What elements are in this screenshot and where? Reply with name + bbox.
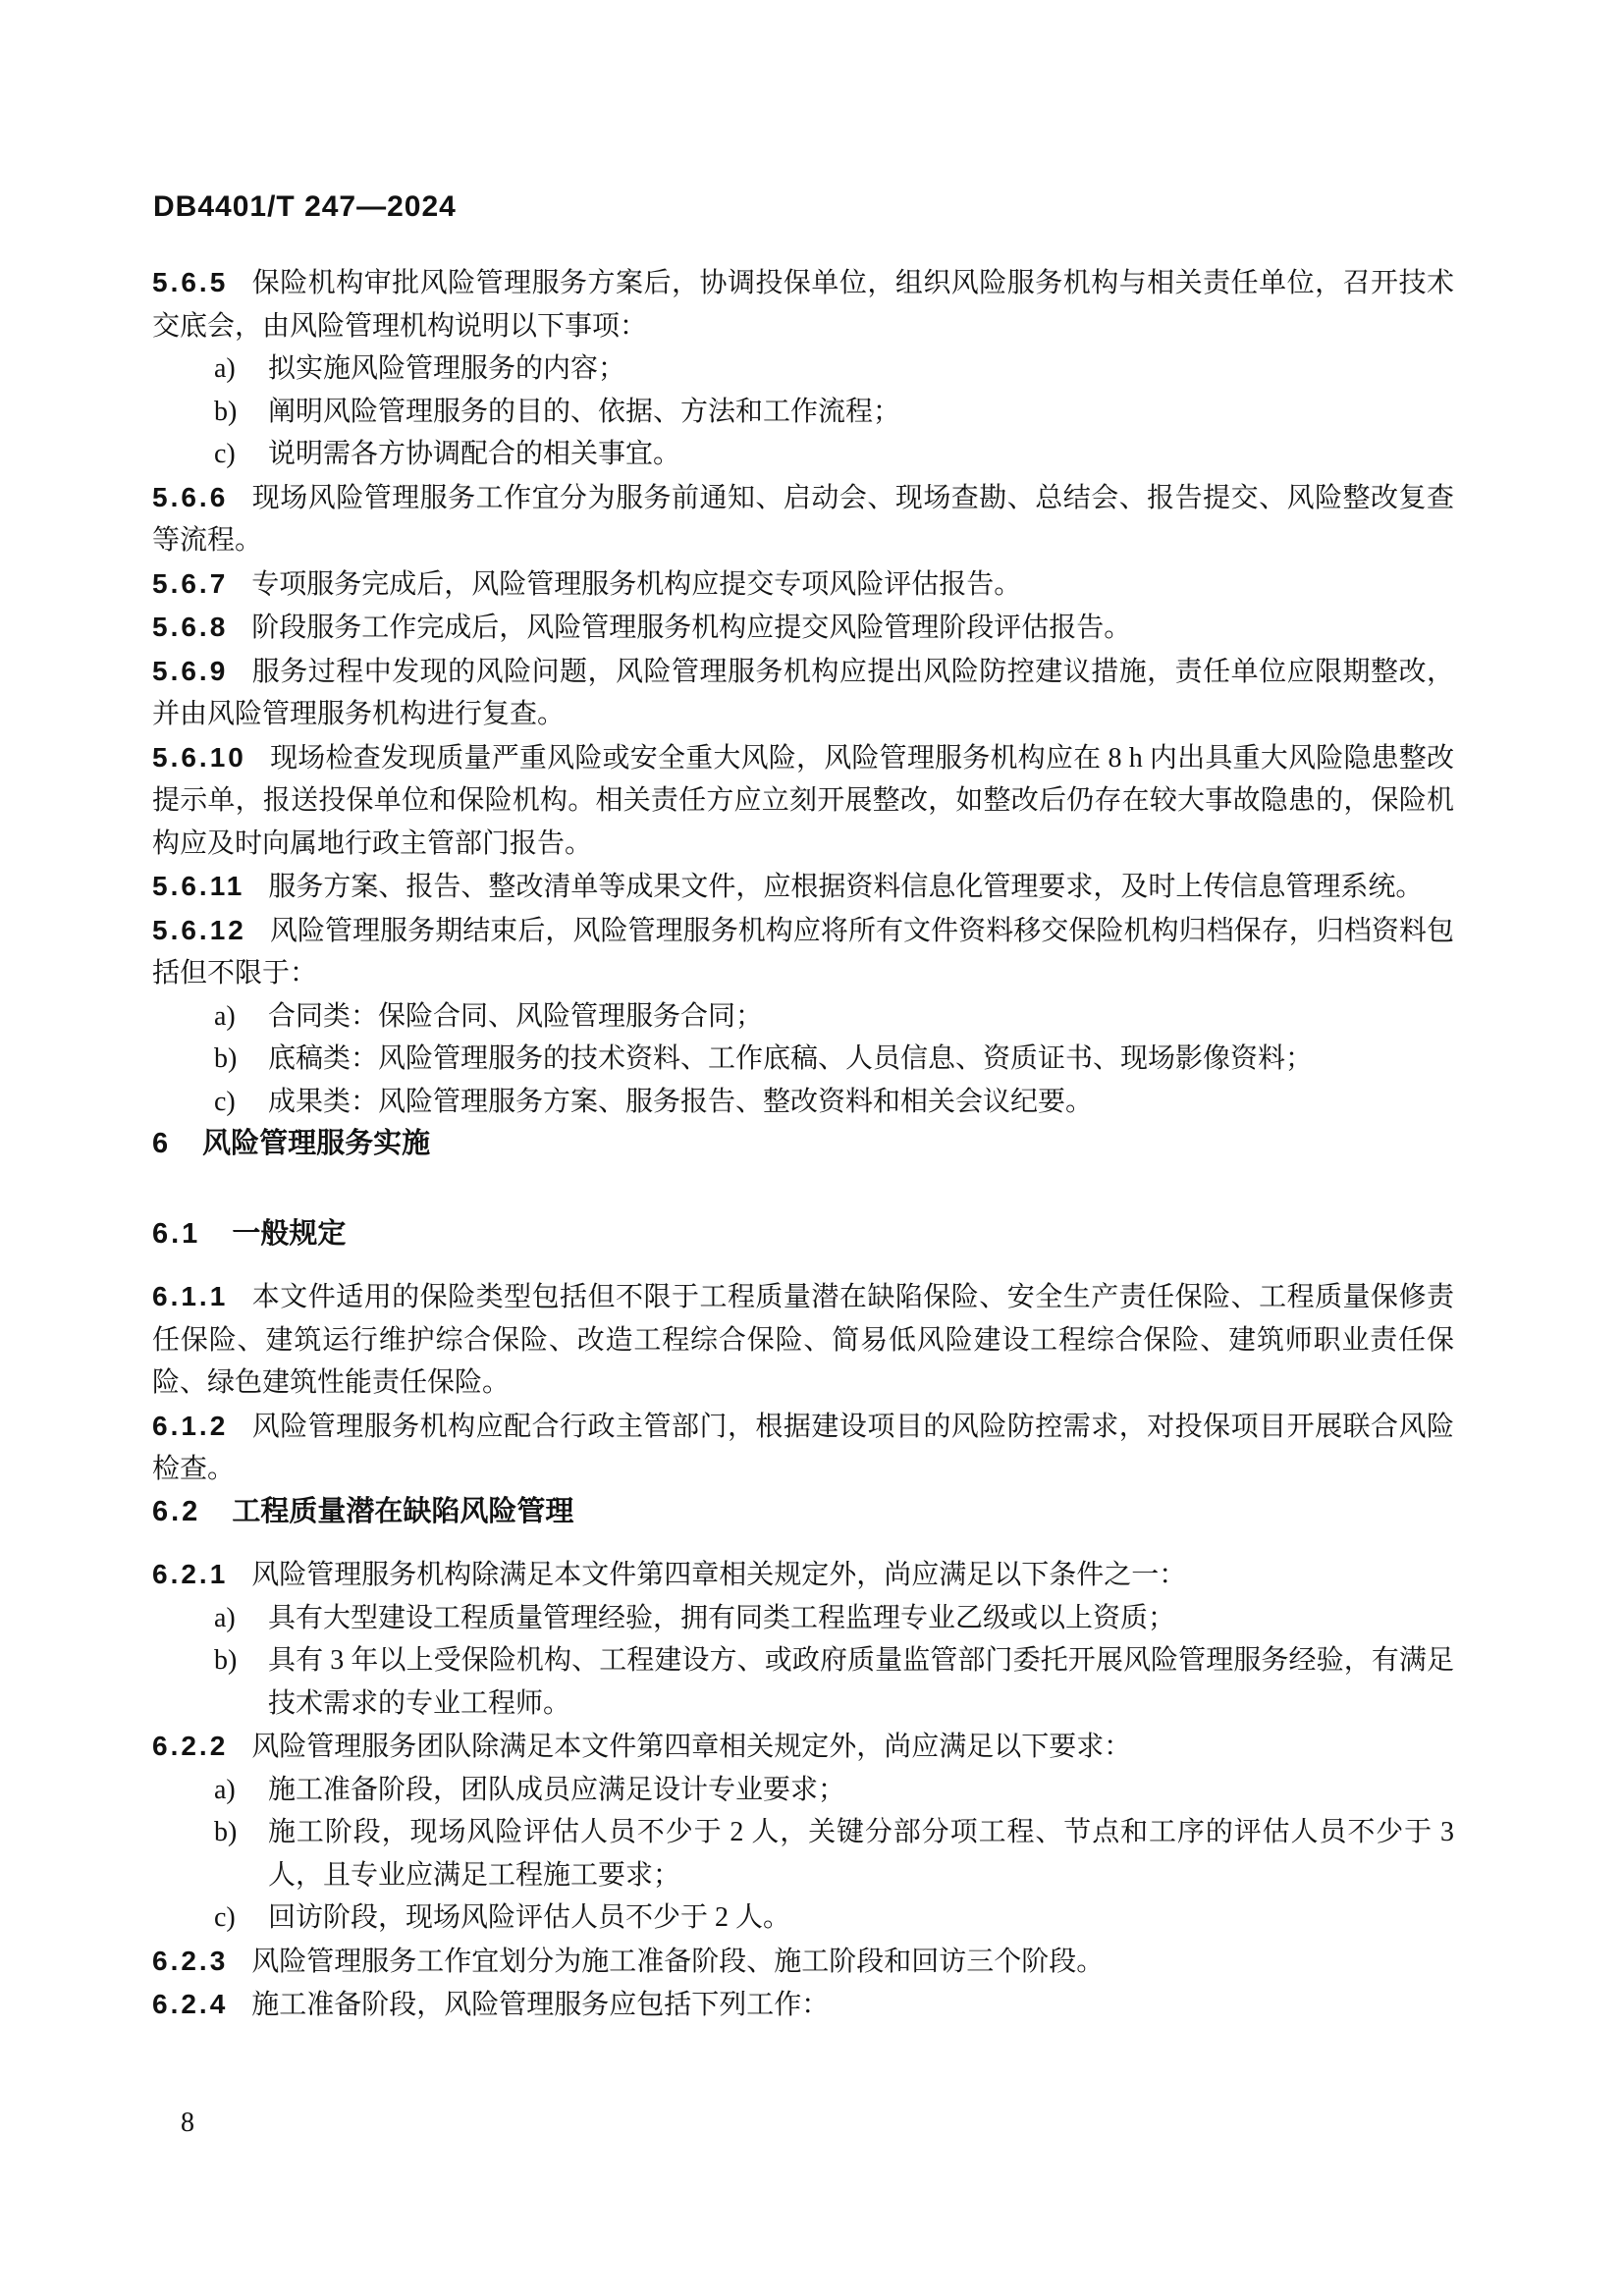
list-item-marker: b) [214,396,238,427]
list-item [152,347,1454,391]
clause-paragraph [152,1405,1454,1491]
clause-text: 风险管理服务期结束后，风险管理服务机构应将所有文件资料移交保险机构归档保存，归档资料包括但不限于： [152,915,1454,988]
list-item-marker: a) [214,353,236,384]
clause-number: 5.6.11 [152,871,245,901]
clause-paragraph [152,1940,1454,1984]
list-item-marker: c) [214,1086,236,1117]
list-item-marker: b) [214,1645,238,1676]
clause-text: 风险管理服务团队除满足本文件第四章相关规定外，尚应满足以下要求： [251,1732,1132,1762]
clause-paragraph [152,650,1454,736]
clause-paragraph [152,865,1454,909]
clause-paragraph [152,606,1454,650]
clause-paragraph [152,909,1454,995]
clause-text: 专项服务完成后，风险管理服务机构应提交专项风险评估报告。 [251,568,1022,600]
clause-number: 6.2.3 [152,1945,229,1976]
clause-paragraph [152,562,1454,607]
chapter-heading [152,1123,1454,1166]
list-item-marker: c) [214,1902,236,1933]
clause-text: 服务方案、报告、整改清单等成果文件，应根据资料信息化管理要求，及时上传信息管理系统。 [268,872,1424,902]
clause-number: 6.2.2 [152,1731,229,1761]
heading-text: 工程质量潜在缺陷风险管理 [232,1495,574,1527]
clause-text: 保险机构审批风险管理服务方案后，协调投保单位，组织风险服务机构与相关责任单位，召开技术交底会，由风险管理机构说明以下事项： [152,268,1454,342]
list-item-text: 合同类：保险合同、风险管理服务合同； [268,1000,764,1032]
clause-text: 风险管理服务工作宜划分为施工准备阶段、施工阶段和回访三个阶段。 [251,1946,1105,1977]
clause-number: 5.6.12 [152,914,246,945]
list-item [152,1896,1454,1940]
clause-paragraph [152,1725,1454,1769]
list-item-marker: a) [214,1602,236,1633]
list-item [152,391,1454,434]
list-item-marker: a) [214,1000,236,1032]
list-item [152,1081,1454,1124]
list-item-text: 底稿类：风险管理服务的技术资料、工作底稿、人员信息、资质证书、现场影像资料； [268,1043,1314,1074]
list-item-text: 回访阶段，现场风险评估人员不少于 2 人。 [268,1902,791,1933]
document-body [152,261,1454,2027]
clause-text: 现场检查发现质量严重风险或安全重大风险，风险管理服务机构应在 8 h 内出具重大风险隐患整改提示单，报送投保单位和保险机构。相关责任方应立刻开展整改，如整改后仍存在较大事故隐患的，保险机构应及时向属地行政主管部门报告。 [152,742,1454,859]
clause-number: 5.6.5 [152,267,229,297]
clause-number: 6.2.1 [152,1559,229,1589]
clause-paragraph [152,1983,1454,2027]
list-item-marker: b) [214,1043,238,1074]
list-item [152,1639,1454,1725]
clause-number: 5.6.7 [152,567,229,599]
list-item-text: 施工准备阶段，团队成员应满足设计专业要求； [268,1774,846,1805]
clause-text: 现场风险管理服务工作宜分为服务前通知、启动会、现场查勘、总结会、报告提交、风险整改复查等流程。 [152,482,1454,556]
clause-number: 6.2 [152,1495,201,1527]
list-item [152,433,1454,476]
clause-paragraph [152,1275,1454,1405]
clause-number: 6.1.1 [152,1281,229,1311]
list-item [152,995,1454,1039]
page-number: 8 [181,2108,194,2138]
list-item-marker: a) [214,1774,236,1805]
clause-text: 阶段服务工作完成后，风险管理服务机构应提交风险管理阶段评估报告。 [251,613,1132,643]
list-item-text: 拟实施风险管理服务的内容； [268,353,626,384]
clause-text: 本文件适用的保险类型包括但不限于工程质量潜在缺陷保险、安全生产责任保险、工程质量保修责任保险、建筑运行维护综合保险、改造工程综合保险、简易低风险建设工程综合保险、建筑师职业责任保险、绿色建筑性能责任保险。 [152,1282,1454,1398]
clause-paragraph [152,736,1454,866]
clause-text: 风险管理服务机构除满足本文件第四章相关规定外，尚应满足以下条件之一： [251,1560,1187,1590]
list-item-text: 说明需各方协调配合的相关事宜。 [268,439,681,469]
list-item-marker: b) [214,1817,238,1847]
list-item-text: 成果类：风险管理服务方案、服务报告、整改资料和相关会议纪要。 [268,1086,1094,1117]
list-item [152,1597,1454,1640]
clause-number: 6.1.2 [152,1410,229,1441]
clause-paragraph [152,261,1454,347]
clause-number: 5.6.6 [152,481,229,512]
list-item-text: 具有 3 年以上受保险机构、工程建设方、或政府质量监管部门委托开展风险管理服务经验，有满足技术需求的专业工程师。 [268,1645,1454,1719]
list-item [152,1038,1454,1081]
clause-paragraph [152,476,1454,562]
list-item-text: 具有大型建设工程质量管理经验，拥有同类工程监理专业乙级或以上资质； [268,1602,1176,1633]
list-item [152,1769,1454,1812]
list-item-marker: c) [214,439,236,469]
clause-number: 6.1 [152,1217,201,1250]
section-heading [152,1213,1454,1256]
list-item [152,1811,1454,1896]
clause-number: 5.6.9 [152,655,229,686]
clause-text: 施工准备阶段，风险管理服务应包括下列工作： [251,1990,830,2020]
heading-text: 一般规定 [232,1217,347,1250]
clause-text: 风险管理服务机构应配合行政主管部门，根据建设项目的风险防控需求，对投保项目开展联合风险检查。 [152,1411,1454,1484]
list-item-text: 阐明风险管理服务的目的、依据、方法和工作流程； [268,396,901,427]
clause-paragraph [152,1553,1454,1597]
section-heading [152,1491,1454,1534]
standard-number-header: DB4401/T 247—2024 [153,190,457,223]
clause-text: 服务过程中发现的风险问题，风险管理服务机构应提出风险防控建议措施，责任单位应限期整改，并由风险管理服务机构进行复查。 [152,656,1454,729]
heading-text: 风险管理服务实施 [202,1128,431,1159]
clause-number: 6 [152,1128,172,1159]
clause-number: 5.6.8 [152,612,229,642]
clause-number: 5.6.10 [152,741,246,773]
clause-number: 6.2.4 [152,1989,229,2019]
list-item-text: 施工阶段，现场风险评估人员不少于 2 人，关键分部分项工程、节点和工序的评估人员不少于 3 人，且专业应满足工程施工要求； [268,1817,1454,1891]
